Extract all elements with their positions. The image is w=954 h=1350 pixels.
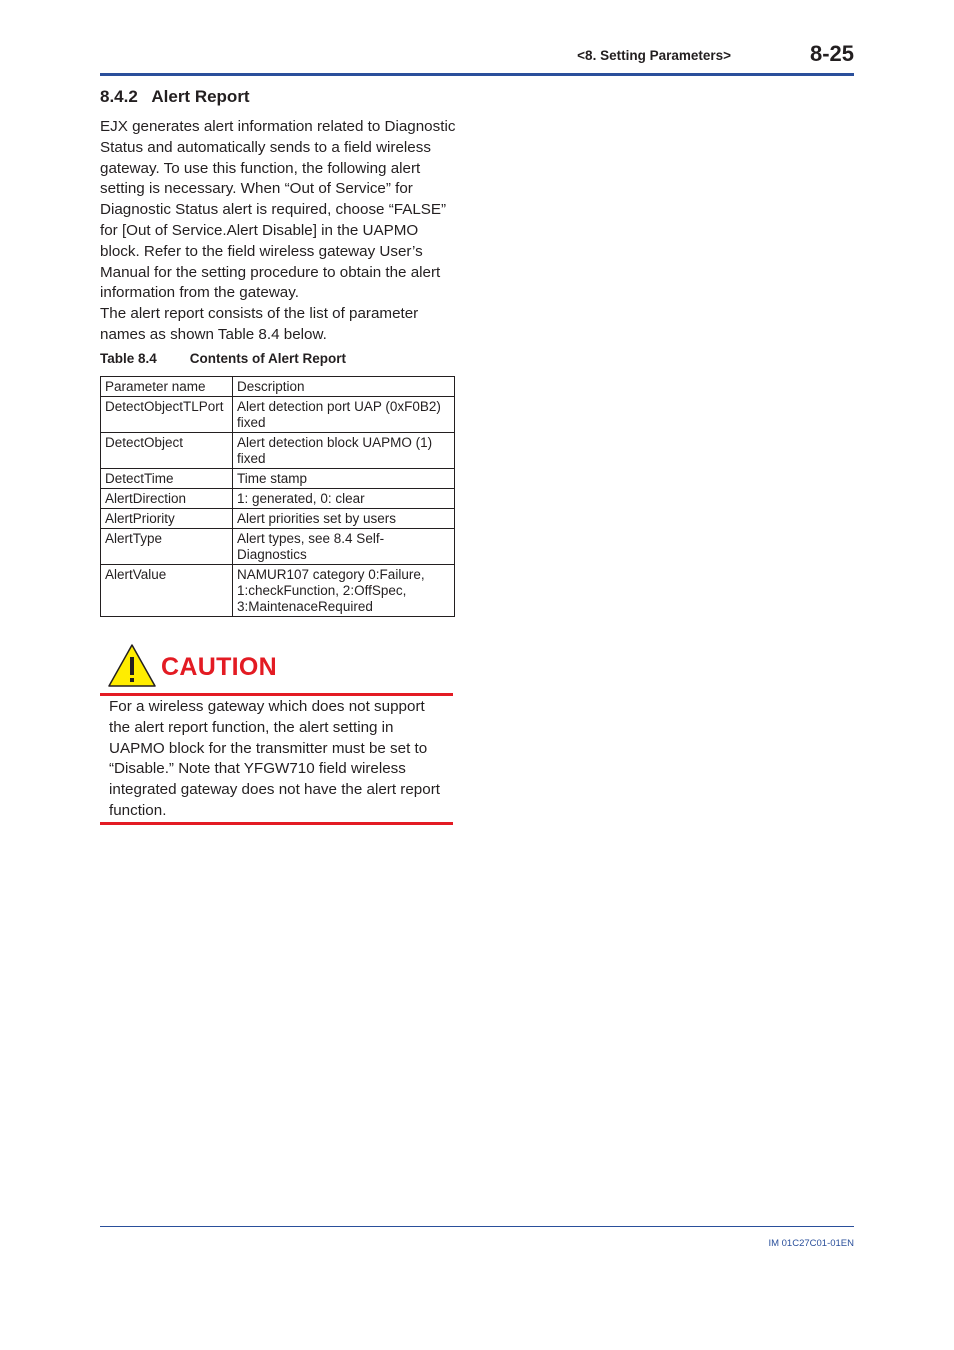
- table-row: [101, 565, 455, 617]
- table-cell-parameter: AlertDirection: [101, 489, 233, 509]
- table-cell-description: Alert priorities set by users: [233, 509, 455, 529]
- table-cell-parameter: DetectObjectTLPort: [101, 397, 233, 433]
- table-caption-label: Table 8.4: [100, 351, 157, 366]
- section-heading: [100, 87, 250, 107]
- body-text: [100, 117, 460, 346]
- table-caption-title: Contents of Alert Report: [189, 351, 347, 366]
- table-row: [101, 509, 455, 529]
- warning-triangle-icon: [107, 643, 157, 688]
- body-paragraph-2: The alert report consists of the list of parameter names as shown Table 8.4 below.: [100, 305, 419, 343]
- table-cell-parameter: DetectTime: [101, 469, 233, 489]
- table-caption: [100, 351, 346, 366]
- table-header-row: [101, 377, 455, 397]
- document-number: IM 01C27C01-01EN: [768, 1238, 854, 1249]
- caution-bottom-rule: [100, 822, 453, 825]
- body-paragraph-1: EJX generates alert information related to Diagnostic Status and automatically sends to a field wireless gateway. To use this function, the following alert setting is necessary. When “Out of Service” for Diagnostic Status alert is required, choose “FALSE” for [Out of Service.Alert Disable] in the UAPMO block. Refer to the field wireless gateway User’s Manual for the setting procedure to obtain the alert information from the gateway.: [100, 118, 456, 302]
- table-cell-description: Alert types, see 8.4 Self-Diagnostics: [233, 529, 455, 565]
- footer-divider: [100, 1226, 854, 1227]
- table-cell-description: Alert detection port UAP (0xF0B2) fixed: [233, 397, 455, 433]
- table-row: [101, 469, 455, 489]
- page-number: 8-25: [809, 41, 854, 66]
- header-divider: [100, 73, 854, 76]
- section-title: Alert Report: [151, 87, 250, 106]
- table-cell-description: NAMUR107 category 0:Failure, 1:checkFunction, 2:OffSpec, 3:MaintenaceRequired: [233, 565, 455, 617]
- table-cell-parameter: AlertType: [101, 529, 233, 565]
- table-header-cell: Parameter name: [101, 377, 233, 397]
- table-cell-description: 1: generated, 0: clear: [233, 489, 455, 509]
- table-cell-parameter: DetectObject: [101, 433, 233, 469]
- table-cell-description: Time stamp: [233, 469, 455, 489]
- chapter-header: <8. Setting Parameters>: [577, 48, 731, 63]
- table-row: [101, 433, 455, 469]
- alert-report-table: [100, 376, 455, 617]
- table-cell-parameter: AlertValue: [101, 565, 233, 617]
- table-cell-description: Alert detection block UAPMO (1) fixed: [233, 433, 455, 469]
- table-cell-parameter: AlertPriority: [101, 509, 233, 529]
- table-row: [101, 489, 455, 509]
- caution-title: CAUTION: [161, 653, 277, 681]
- table-row: [101, 529, 455, 565]
- caution-top-rule: [100, 693, 453, 696]
- section-number: 8.4.2: [100, 87, 138, 106]
- table-row: [101, 397, 455, 433]
- table-header-cell: Description: [233, 377, 455, 397]
- caution-text: For a wireless gateway which does not support the alert report function, the alert setting in UAPMO block for the transmitter must be set to “Disable.” Note that YFGW710 field wireless integrated gateway does not have the alert report function.: [109, 698, 440, 819]
